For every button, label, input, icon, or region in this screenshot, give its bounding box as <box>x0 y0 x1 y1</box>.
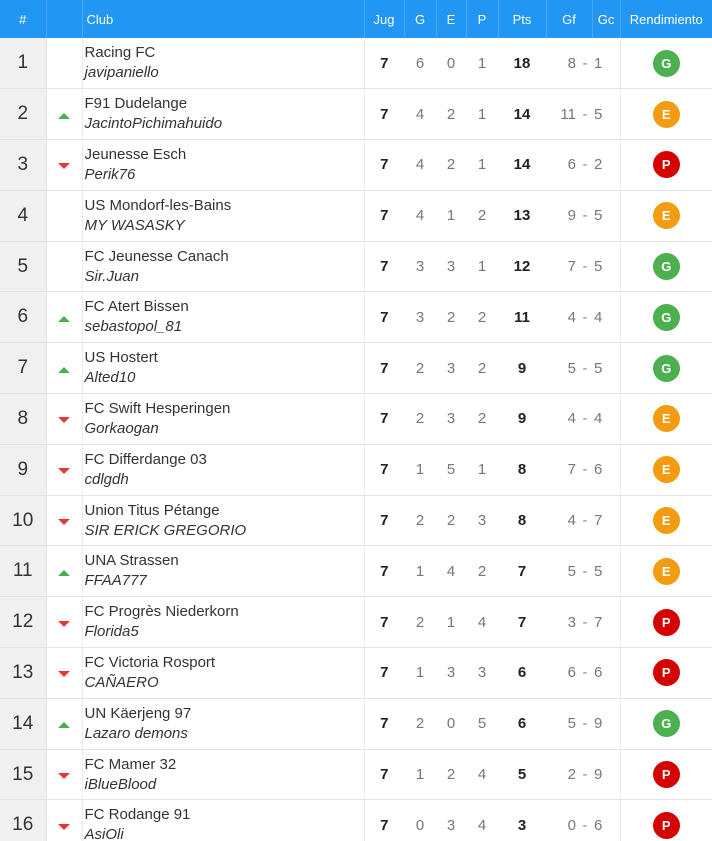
position-cell: 6 <box>0 292 46 343</box>
form-badge: G <box>653 304 680 331</box>
trend-cell <box>46 394 82 445</box>
form-badge: P <box>653 609 680 636</box>
position-cell: 14 <box>0 698 46 749</box>
played-cell: 7 <box>364 648 404 699</box>
manager-name[interactable]: Florida5 <box>84 623 139 641</box>
points-cell: 9 <box>517 359 527 377</box>
drawn-cell: 2 <box>446 308 456 326</box>
points-cell: 13 <box>513 207 531 225</box>
drawn-cell: 1 <box>446 207 456 225</box>
club-name[interactable]: FC Victoria Rosport <box>84 653 216 671</box>
goals-against-cell: 5 <box>594 105 603 123</box>
goals-against-cell: 9 <box>594 715 603 733</box>
trend-cell <box>46 800 82 841</box>
drawn-cell: 3 <box>446 258 456 276</box>
table-row[interactable] <box>0 394 712 445</box>
lost-cell: 2 <box>477 562 487 580</box>
club-name[interactable]: FC Swift Hesperingen <box>84 399 231 417</box>
manager-name[interactable]: CAÑAERO <box>84 673 159 691</box>
drawn-cell: 2 <box>446 105 456 123</box>
goals-for-cell: 4 <box>567 308 576 326</box>
played-cell: 7 <box>364 698 404 749</box>
won-cell: 2 <box>415 410 425 428</box>
goals-for-cell: 2 <box>567 766 576 784</box>
form-badge: E <box>653 507 680 534</box>
form-badge: P <box>653 812 680 839</box>
form-badge: G <box>653 253 680 280</box>
club-name[interactable]: FC Progrès Niederkorn <box>84 603 239 621</box>
played-cell: 7 <box>364 495 404 546</box>
points-cell: 8 <box>517 512 527 530</box>
club-name[interactable]: Jeunesse Esch <box>84 145 187 163</box>
form-badge: P <box>653 761 680 788</box>
club-cell[interactable] <box>82 38 364 89</box>
club-cell[interactable] <box>82 597 364 648</box>
manager-name[interactable]: FFAA777 <box>84 572 147 590</box>
table-row[interactable] <box>0 292 712 343</box>
form-cell <box>620 343 712 394</box>
lost-cell: 3 <box>477 664 487 682</box>
won-cell: 2 <box>415 715 425 733</box>
club-cell[interactable] <box>82 241 364 292</box>
club-name[interactable]: Racing FC <box>84 44 156 62</box>
goals-separator: - <box>582 359 588 377</box>
position-cell: 11 <box>0 546 46 597</box>
trend-up-icon <box>58 113 70 119</box>
goals-separator: - <box>582 613 588 631</box>
form-cell <box>620 241 712 292</box>
goals-separator: - <box>582 715 588 733</box>
goals-against-cell: 5 <box>594 258 603 276</box>
trend-down-icon <box>58 671 70 677</box>
trend-down-icon <box>58 519 70 525</box>
position-cell: 13 <box>0 648 46 699</box>
form-badge: E <box>653 405 680 432</box>
goals-against-cell: 6 <box>594 816 603 834</box>
trend-down-icon <box>58 163 70 169</box>
trend-cell <box>46 292 82 343</box>
lost-cell: 4 <box>477 613 487 631</box>
won-cell: 1 <box>415 562 425 580</box>
position-cell: 12 <box>0 597 46 648</box>
table-row[interactable] <box>0 140 712 191</box>
trend-down-icon <box>58 417 70 423</box>
header-club[interactable]: Club <box>82 0 364 38</box>
played-cell: 7 <box>364 241 404 292</box>
won-cell: 0 <box>415 816 425 834</box>
trend-cell <box>46 241 82 292</box>
goals-separator: - <box>582 410 588 428</box>
trend-cell <box>46 495 82 546</box>
form-badge: G <box>653 355 680 382</box>
form-cell <box>620 648 712 699</box>
trend-up-icon <box>58 367 70 373</box>
club-cell[interactable] <box>82 546 364 597</box>
table-row[interactable] <box>0 241 712 292</box>
form-cell <box>620 749 712 800</box>
lost-cell: 2 <box>477 410 487 428</box>
goals-for-cell: 7 <box>567 258 576 276</box>
manager-name[interactable]: MY WASASKY <box>84 216 185 234</box>
manager-name[interactable]: Sir.Juan <box>84 267 139 285</box>
position-cell: 10 <box>0 495 46 546</box>
won-cell: 6 <box>415 54 425 72</box>
points-cell: 18 <box>513 54 531 72</box>
position-cell: 4 <box>0 190 46 241</box>
drawn-cell: 3 <box>446 816 456 834</box>
won-cell: 1 <box>415 461 425 479</box>
position-cell: 16 <box>0 800 46 841</box>
won-cell: 2 <box>415 359 425 377</box>
trend-cell <box>46 597 82 648</box>
header-rendimiento[interactable]: Rendimiento <box>629 11 703 27</box>
points-cell: 9 <box>517 410 527 428</box>
header-gc[interactable]: Gc <box>592 0 620 38</box>
goals-against-cell: 2 <box>594 156 603 174</box>
goals-against-cell: 7 <box>594 512 603 530</box>
goals-for-cell: 6 <box>567 664 576 682</box>
points-cell: 11 <box>514 308 530 326</box>
points-cell: 3 <box>517 816 527 834</box>
club-cell[interactable] <box>82 444 364 495</box>
form-cell <box>620 38 712 89</box>
club-cell[interactable] <box>82 648 364 699</box>
club-cell[interactable] <box>82 292 364 343</box>
lost-cell: 1 <box>477 105 487 123</box>
goals-separator: - <box>582 816 588 834</box>
points-cell: 14 <box>513 156 531 174</box>
goals-for-cell: 8 <box>567 54 576 72</box>
club-cell[interactable] <box>82 698 364 749</box>
goals-separator: - <box>582 258 588 276</box>
manager-name[interactable]: cdlgdh <box>84 470 129 488</box>
goals-for-cell: 6 <box>567 156 576 174</box>
trend-cell <box>46 698 82 749</box>
goals-separator: - <box>582 207 588 225</box>
form-cell <box>620 444 712 495</box>
position-cell: 7 <box>0 343 46 394</box>
form-cell <box>620 495 712 546</box>
header-e[interactable]: E <box>436 0 466 38</box>
played-cell: 7 <box>364 800 404 841</box>
goals-against-cell: 5 <box>594 359 603 377</box>
played-cell: 7 <box>364 749 404 800</box>
drawn-cell: 3 <box>446 410 456 428</box>
table-row[interactable] <box>0 749 712 800</box>
played-cell: 7 <box>364 597 404 648</box>
club-name[interactable]: FC Jeunesse Canach <box>84 247 229 265</box>
table-header-row <box>0 0 712 38</box>
points-cell: 12 <box>513 258 531 276</box>
form-cell <box>620 597 712 648</box>
lost-cell: 2 <box>477 207 487 225</box>
goals-against-cell: 1 <box>594 54 603 72</box>
lost-cell: 2 <box>477 308 487 326</box>
played-cell: 7 <box>364 394 404 445</box>
table-row[interactable] <box>0 444 712 495</box>
trend-cell <box>46 89 82 140</box>
lost-cell: 1 <box>477 258 487 276</box>
trend-down-icon <box>58 468 70 474</box>
form-badge: E <box>653 101 680 128</box>
trend-cell <box>46 648 82 699</box>
club-cell[interactable] <box>82 495 364 546</box>
lost-cell: 1 <box>477 461 487 479</box>
lost-cell: 3 <box>477 512 487 530</box>
position-cell: 8 <box>0 394 46 445</box>
club-name[interactable]: FC Mamer 32 <box>84 755 177 773</box>
position-cell: 2 <box>0 89 46 140</box>
goals-against-cell: 5 <box>594 562 603 580</box>
goals-for-cell: 3 <box>567 613 576 631</box>
lost-cell: 1 <box>477 156 487 174</box>
goals-separator: - <box>582 562 588 580</box>
points-cell: 14 <box>513 105 531 123</box>
goals-against-cell: 7 <box>594 613 603 631</box>
points-cell: 7 <box>517 562 527 580</box>
trend-down-icon <box>58 773 70 779</box>
club-name[interactable]: FC Differdange 03 <box>84 450 207 468</box>
manager-name[interactable]: Alted10 <box>84 369 136 387</box>
manager-name[interactable]: AsiOli <box>84 826 124 841</box>
goals-against-cell: 5 <box>594 207 603 225</box>
header-trend <box>46 0 82 38</box>
lost-cell: 5 <box>477 715 487 733</box>
goals-separator: - <box>582 54 588 72</box>
club-cell[interactable] <box>82 800 364 841</box>
trend-cell <box>46 444 82 495</box>
form-cell <box>620 140 712 191</box>
played-cell: 7 <box>364 89 404 140</box>
club-name[interactable]: FC Atert Bissen <box>84 298 189 316</box>
club-cell[interactable] <box>82 89 364 140</box>
form-badge: E <box>653 202 680 229</box>
table-row[interactable] <box>0 546 712 597</box>
position-cell: 3 <box>0 140 46 191</box>
drawn-cell: 3 <box>446 359 456 377</box>
played-cell: 7 <box>364 546 404 597</box>
manager-name[interactable]: sebastopol_81 <box>84 318 183 336</box>
position-cell: 1 <box>0 38 46 89</box>
trend-cell <box>46 190 82 241</box>
points-cell: 7 <box>517 613 527 631</box>
lost-cell: 4 <box>477 766 487 784</box>
goals-for-cell: 4 <box>567 512 576 530</box>
lost-cell: 2 <box>477 359 487 377</box>
club-name[interactable]: FC Rodange 91 <box>84 806 191 824</box>
table-row[interactable] <box>0 343 712 394</box>
goals-against-cell: 4 <box>594 308 603 326</box>
drawn-cell: 2 <box>446 512 456 530</box>
header-p[interactable]: P <box>466 0 498 38</box>
drawn-cell: 5 <box>446 461 456 479</box>
drawn-cell: 2 <box>446 766 456 784</box>
goals-against-cell: 6 <box>594 664 603 682</box>
points-cell: 6 <box>517 664 527 682</box>
played-cell: 7 <box>364 38 404 89</box>
goals-for-cell: 4 <box>567 410 576 428</box>
form-badge: E <box>653 456 680 483</box>
trend-up-icon <box>58 316 70 322</box>
club-cell[interactable] <box>82 343 364 394</box>
goals-against-cell: 6 <box>594 461 603 479</box>
won-cell: 1 <box>415 766 425 784</box>
club-name[interactable]: F91 Dudelange <box>84 95 188 113</box>
goals-separator: - <box>582 512 588 530</box>
drawn-cell: 1 <box>446 613 456 631</box>
club-name[interactable]: US Mondorf-les-Bains <box>84 196 232 214</box>
won-cell: 4 <box>415 156 425 174</box>
goals-for-cell: 5 <box>567 715 576 733</box>
manager-name[interactable]: JacintoPichimahuido <box>84 115 223 133</box>
table-row[interactable] <box>0 698 712 749</box>
club-cell[interactable] <box>82 190 364 241</box>
lost-cell: 1 <box>477 54 487 72</box>
trend-down-icon <box>58 621 70 627</box>
header-pts[interactable]: Pts <box>498 0 546 38</box>
position-cell: 5 <box>0 241 46 292</box>
goals-against-cell: 9 <box>594 766 603 784</box>
manager-name[interactable]: Gorkaogan <box>84 419 159 437</box>
points-cell: 8 <box>517 461 527 479</box>
table-row[interactable] <box>0 38 712 89</box>
header-g[interactable]: G <box>404 0 436 38</box>
drawn-cell: 0 <box>446 715 456 733</box>
club-name[interactable]: UN Käerjeng 97 <box>84 704 192 722</box>
goals-separator: - <box>582 308 588 326</box>
won-cell: 4 <box>415 105 425 123</box>
club-cell[interactable] <box>82 749 364 800</box>
form-cell <box>620 394 712 445</box>
played-cell: 7 <box>364 292 404 343</box>
played-cell: 7 <box>364 343 404 394</box>
goals-for-cell: 5 <box>567 562 576 580</box>
standings-body <box>0 38 712 841</box>
trend-cell <box>46 38 82 89</box>
goals-separator: - <box>582 664 588 682</box>
table-row[interactable] <box>0 190 712 241</box>
goals-for-cell: 7 <box>567 461 576 479</box>
position-cell: 15 <box>0 749 46 800</box>
table-row[interactable] <box>0 597 712 648</box>
trend-cell <box>46 140 82 191</box>
drawn-cell: 4 <box>446 562 456 580</box>
won-cell: 4 <box>415 207 425 225</box>
trend-cell <box>46 343 82 394</box>
won-cell: 2 <box>415 512 425 530</box>
goals-separator: - <box>582 105 588 123</box>
form-badge: G <box>653 50 680 77</box>
goals-separator: - <box>582 156 588 174</box>
goals-for-cell: 11 <box>560 105 576 123</box>
table-row[interactable] <box>0 89 712 140</box>
goals-for-cell: 0 <box>567 816 576 834</box>
manager-name[interactable]: iBlueBlood <box>84 775 157 793</box>
table-row[interactable] <box>0 648 712 699</box>
goals-separator: - <box>582 461 588 479</box>
table-row[interactable] <box>0 800 712 841</box>
form-cell <box>620 800 712 841</box>
drawn-cell: 3 <box>446 664 456 682</box>
lost-cell: 4 <box>477 816 487 834</box>
form-badge: G <box>653 710 680 737</box>
club-name[interactable]: US Hostert <box>84 349 158 367</box>
manager-name[interactable]: javipaniello <box>84 64 159 82</box>
table-row[interactable] <box>0 495 712 546</box>
won-cell: 3 <box>415 308 425 326</box>
trend-cell <box>46 749 82 800</box>
form-cell <box>620 89 712 140</box>
form-cell <box>620 546 712 597</box>
form-cell <box>620 698 712 749</box>
trend-cell <box>46 546 82 597</box>
trend-up-icon <box>58 570 70 576</box>
goals-against-cell: 4 <box>594 410 603 428</box>
header-pos[interactable]: # <box>0 0 46 38</box>
form-cell <box>620 190 712 241</box>
manager-name[interactable]: SIR ERICK GREGORIO <box>84 521 247 539</box>
trend-down-icon <box>58 824 70 830</box>
form-badge: P <box>653 151 680 178</box>
trend-up-icon <box>58 722 70 728</box>
drawn-cell: 0 <box>446 54 456 72</box>
won-cell: 1 <box>415 664 425 682</box>
club-cell[interactable] <box>82 394 364 445</box>
manager-name[interactable]: Perik76 <box>84 165 136 183</box>
manager-name[interactable]: Lazaro demons <box>84 724 188 742</box>
goals-for-cell: 9 <box>567 207 576 225</box>
club-name[interactable]: Union Titus Pétange <box>84 501 220 519</box>
form-badge: P <box>653 659 680 686</box>
header-gf[interactable]: Gf <box>546 0 592 38</box>
drawn-cell: 2 <box>446 156 456 174</box>
played-cell: 7 <box>364 444 404 495</box>
points-cell: 5 <box>517 766 527 784</box>
form-cell <box>620 292 712 343</box>
goals-for-cell: 5 <box>567 359 576 377</box>
won-cell: 3 <box>415 258 425 276</box>
won-cell: 2 <box>415 613 425 631</box>
points-cell: 6 <box>517 715 527 733</box>
played-cell: 7 <box>364 140 404 191</box>
goals-separator: - <box>582 766 588 784</box>
header-jug[interactable]: Jug <box>364 0 404 38</box>
club-cell[interactable] <box>82 140 364 191</box>
played-cell: 7 <box>364 190 404 241</box>
club-name[interactable]: UNA Strassen <box>84 552 179 570</box>
form-badge: E <box>653 558 680 585</box>
position-cell: 9 <box>0 444 46 495</box>
